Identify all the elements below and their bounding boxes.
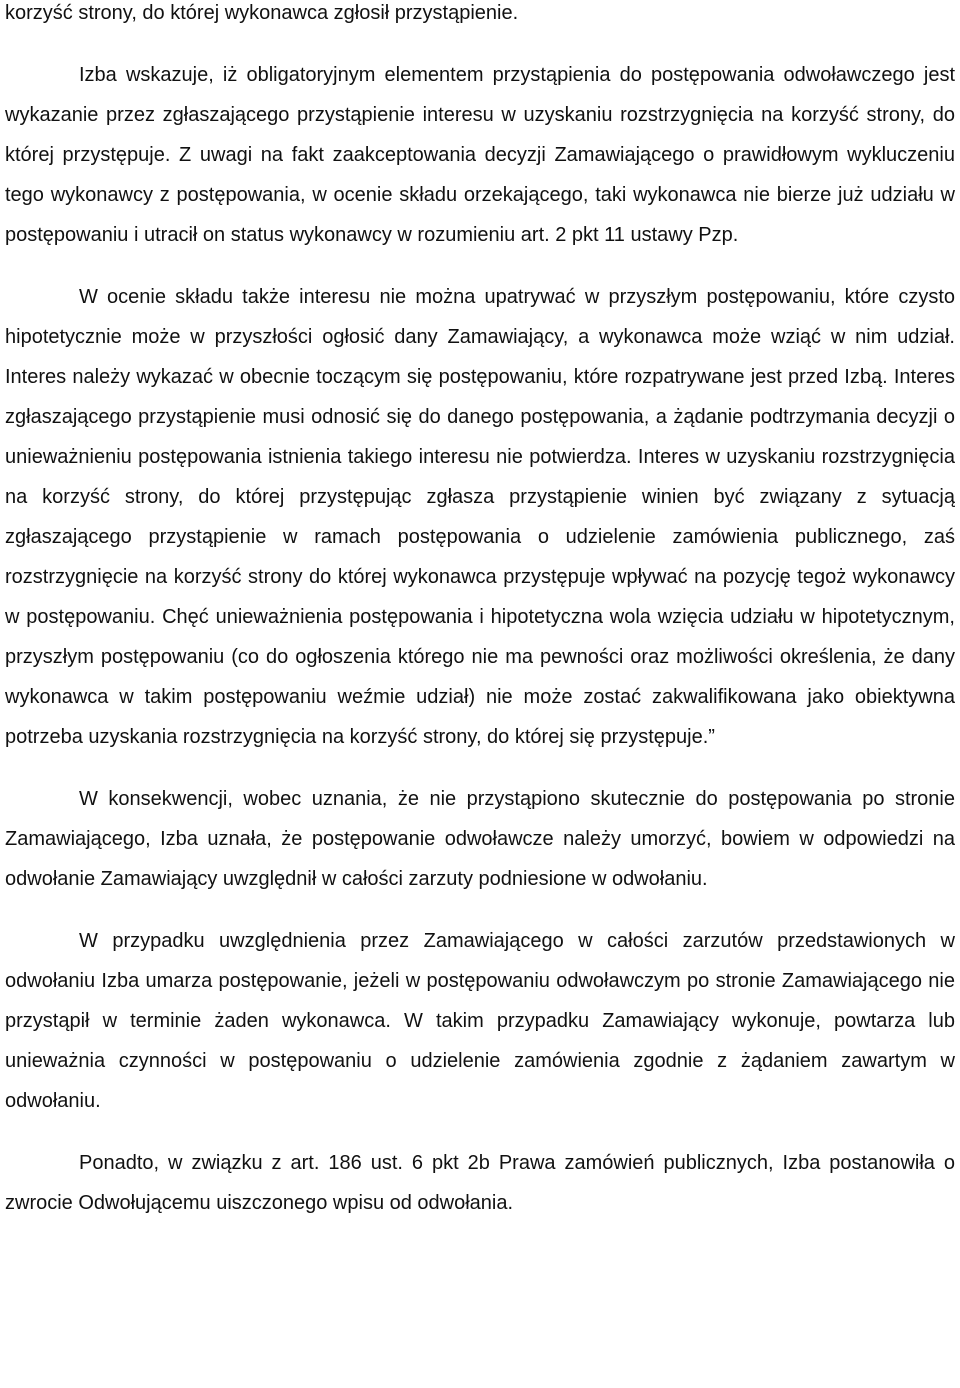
paragraph-w-przypadku: W przypadku uwzględnienia przez Zamawiającego w całości zarzutów przedstawionych w odwołaniu Izba umarza postępowanie, jeżeli w postępowaniu odwoławczym po stronie Zamawiającego nie przystąpił w terminie żaden wykonawca. W takim przypadku Zamawiający wykonuje, powtarza lub unieważnia czynności w postępowaniu o udzielenie zamówienia zgodnie z żądaniem zawartym w odwołaniu.: [5, 930, 955, 1112]
document-page: [5, 0, 955, 1223]
paragraph-izba-wskazuje: Izba wskazuje, iż obligatoryjnym elementem przystąpienia do postępowania odwoławczego jest wykazanie przez zgłaszającego przystąpienie interesu w uzyskaniu rozstrzygnięcia na korzyść strony, do której przystępuje. Z uwagi na fakt zaakceptowania decyzji Zamawiającego o prawidłowym wykluczeniu tego wykonawcy z postępowania, w ocenie składu orzekającego, taki wykonawca nie bierze już udziału w postępowaniu i utracił on status wykonawcy w rozumieniu art. 2 pkt 11 ustawy Pzp.: [5, 64, 955, 246]
paragraph-w-konsekwencji: W konsekwencji, wobec uznania, że nie przystąpiono skutecznie do postępowania po stronie Zamawiającego, Izba uznała, że postępowanie odwoławcze należy umorzyć, bowiem w odpowiedzi na odwołanie Zamawiający uwzględnił w całości zarzuty podniesione w odwołaniu.: [5, 788, 955, 890]
paragraph-gap: [5, 255, 955, 277]
paragraph-gap: [5, 33, 955, 55]
paragraph-gap: [5, 757, 955, 779]
paragraph-continuation: korzyść strony, do której wykonawca zgłosił przystąpienie.: [5, 2, 519, 24]
paragraph-w-ocenie-skladu: W ocenie składu także interesu nie można upatrywać w przyszłym postępowaniu, które czysto hipotetycznie może w przyszłości ogłosić dany Zamawiający, a wykonawca może wziąć w nim udział. Interes należy wykazać w obecnie toczącym się postępowaniu, które rozpatrywane jest przed Izbą. Interes zgłaszającego przystąpienie musi odnosić się do danego postępowania, a żądanie podtrzymania decyzji o unieważnieniu postępowania istnienia takiego interesu nie potwierdza. Interes w uzyskaniu rozstrzygnięcia na korzyść strony, do której przystępując zgłasza przystąpienie winien być związany z sytuacją zgłaszającego przystąpienie w ramach postępowania o udzielenie zamówienia publicznego, zaś rozstrzygnięcie na korzyść strony do której wykonawca przystępuje wpływać na pozycję tegoż wykonawcy w postępowaniu. Chęć unieważnienia postępowania i hipotetyczna wola wzięcia udziału w hipotetycznym, przyszłym postępowaniu (co do ogłoszenia którego nie ma pewności oraz możliwości określenia, że dany wykonawca w takim postępowaniu weźmie udział) nie może zostać zakwalifikowana jako obiektywna potrzeba uzyskania rozstrzygnięcia na korzyść strony, do której się przystępuje.”: [5, 286, 955, 748]
paragraph-ponadto: Ponadto, w związku z art. 186 ust. 6 pkt 2b Prawa zamówień publicznych, Izba postanowiła o zwrocie Odwołującemu uiszczonego wpisu od odwołania.: [5, 1152, 955, 1214]
paragraph-gap: [5, 899, 955, 921]
paragraph-gap: [5, 1121, 955, 1143]
